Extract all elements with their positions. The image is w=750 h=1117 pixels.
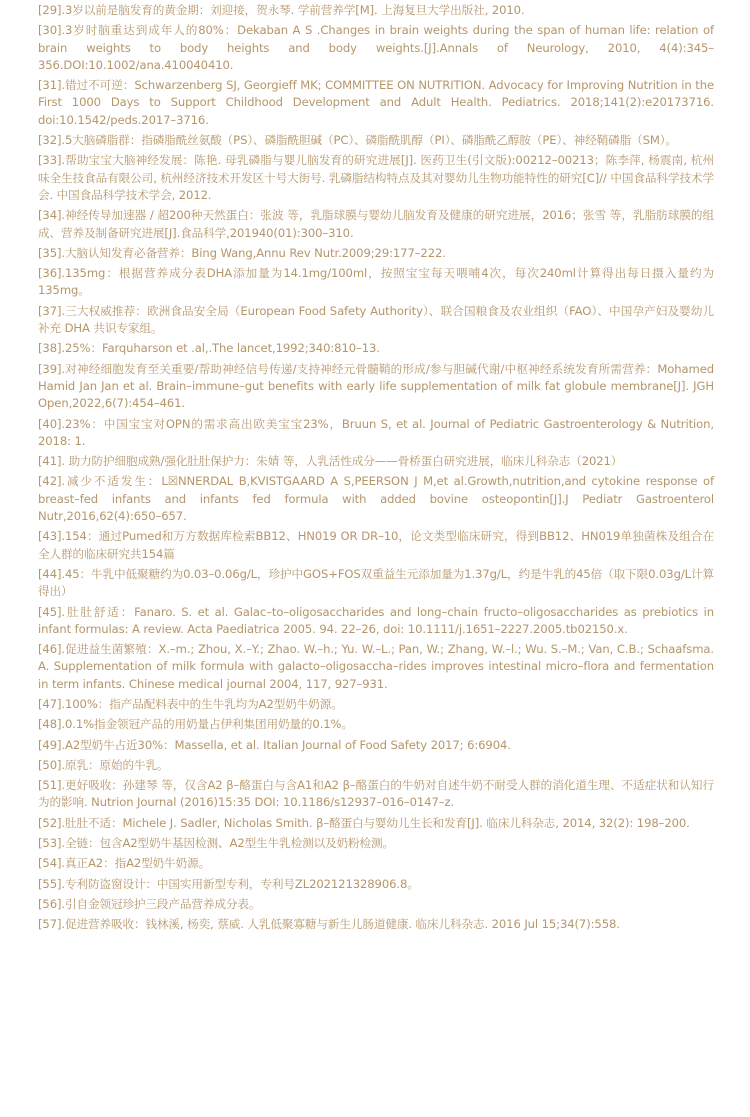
reference-item: [44].45：牛乳中低聚糖约为0.03–0.06g/L，珍护中GOS+FOS双重益生元添加量为1.37g/L，约是牛乳的45倍（取下限0.03g/L计算得出） xyxy=(38,566,714,599)
reference-item: [39].对神经细胞发育至关重要/帮助神经信号传递/支持神经元骨髓鞘的形成/参与胆碱代谢/中枢神经系统发育所需营养：Mohamed Hamid Jan Jan et al. Brain–immune–gut benefits with early life supplementation of milk fat globule membrane[J]. JGH Open,2022,6(7):454–461. xyxy=(38,361,714,411)
reference-item: [53].全链：包含A2型奶牛基因检测、A2型生牛乳检测以及奶粉检测。 xyxy=(38,836,395,851)
reference-item: [45].肚肚舒适：Fanaro. S. et al. Galac–to–oligosaccharides and long–chain fructo–oligosaccharides as prebiotics in infant formulas: A review. Acta Paediatrica 2005. 94. 22–26, doi: 10.1111/j.1651–2227.2005.tb02150.x. xyxy=(38,604,714,636)
reference-item: [41]. 助力防护细胞成熟/强化肚肚保护力：朱婧 等，人乳活性成分——骨桥蛋白研究进展，临床儿科杂志（2021） xyxy=(38,454,623,469)
reference-item: [38].25%：Farquharson et .al,.The lancet,1992;340:810–13. xyxy=(38,341,380,356)
reference-item: [30].3岁时脑重达到成年人的80%：Dekaban A S .Changes in brain weights during the span of human life: relation of brain weights to body heights and body weights.[J].Annals of Neurology, 2010, 4(4):345–356.DOI:10.1002/ana.410040410. xyxy=(38,23,714,72)
reference-item: [46].促进益生菌繁殖：X.–m.; Zhou, X.–Y.; Zhao. W.–h.; Yu. W.–L.; Pan, W.; Zhang, W.–l.; Wu. S.–M.; Van, C.B.; Schaafsma. A. Supplementation of milk formula with galacto–oligosaccha–rides improves intestinal micro–flora and fermentation in term infants. Chinese medical journal 2004, 117, 927–931. xyxy=(38,642,714,691)
reference-item: [57].促进营养吸收：钱林溪, 杨奕, 蔡威. 人乳低聚寡糖与新生儿肠道健康. 临床儿科杂志. 2016 Jul 15;34(7):558. xyxy=(38,917,620,932)
reference-item: [32].5大脑磷脂群：指磷脂酰丝氨酸（PS）、磷脂酰胆碱（PC）、磷脂酰肌醇（PI）、磷脂酰乙醇胺（PE）、神经鞘磷脂（SM）。 xyxy=(38,133,677,148)
reference-item: [52].肚肚不适：Michele J. Sadler, Nicholas Smith. β–酪蛋白与婴幼儿生长和发育[J]. 临床儿科杂志, 2014, 32(2): 198–200. xyxy=(38,815,690,830)
reference-item: [35].大脑认知发育必备营养：Bing Wang,Annu Rev Nutr.2009;29:177–222. xyxy=(38,245,446,260)
reference-item: [43].154：通过Pumed和万方数据库检索BB12、HN019 OR DR–10，论文类型临床研究，得到BB12、HN019单独菌株及组合在全人群的临床研究共154篇 xyxy=(38,529,714,561)
reference-item: [55].专利防盗窗设计：中国实用新型专利，专利号ZL202121328906.8。 xyxy=(38,876,419,891)
reference-item: [54].真正A2：指A2型奶牛奶源。 xyxy=(38,856,211,871)
reference-item: [56].引自金领冠珍护三段产品营养成分表。 xyxy=(38,896,261,911)
reference-item: [34].神经传导加速器 / 超200种天然蛋白：张波 等，乳脂球膜与婴幼儿脑发育及健康的研究进展，2016；张雪 等，乳脂肪球膜的组成、营养及制备研究进展[J].食品科学,201940(01):300–310. xyxy=(38,208,714,240)
reference-item: [49].A2型奶牛占近30%：Massella, et al. Italian Journal of Food Safety 2017; 6:6904. xyxy=(38,737,511,752)
reference-list xyxy=(38,2,714,934)
reference-item: [31].错过不可逆：Schwarzenberg SJ, Georgieff MK; COMMITTEE ON NUTRITION. Advocacy for Improving Nutrition in the First 1000 Days to Support Childhood Development and Adult Health. Pediatrics. 2018;141(2):e20173716. doi:10.1542/peds.2017–3716. xyxy=(38,78,714,127)
reference-item: [50].原乳：原始的牛乳。 xyxy=(38,757,169,772)
reference-item: [42].减少不适发生：L☒NNERDAL B,KVISTGAARD A S,PEERSON J M,et al.Growth,nutrition,and cytokine response of breast–fed infants and infants fed formula with added bovine osteopontin[J].J Pediatr Gastroenterol Nutr,2016,62(4):650–657. xyxy=(38,474,714,524)
reference-item: [47].100%：指产品配料表中的生牛乳均为A2型奶牛奶源。 xyxy=(38,696,343,711)
reference-item: [29].3岁以前是脑发育的黄金期：刘迎接，贺永琴. 学前营养学[M]. 上海复旦大学出版社, 2010. xyxy=(38,3,525,17)
reference-item: [36].135mg：根据营养成分表DHA添加量为14.1mg/100ml，按照宝宝每天喂哺4次，每次240ml计算得出每日摄入量约为135mg。 xyxy=(38,266,714,298)
reference-item: [37].三大权威推荐：欧洲食品安全局（European Food Safety Authority）、联合国粮食及农业组织（FAO）、中国孕产妇及婴幼儿补充 DHA 共识专家组。 xyxy=(38,303,714,336)
reference-item: [33].帮助宝宝大脑神经发展：陈艳. 母乳磷脂与婴儿脑发育的研究进展[J]. 医药卫生(引文版):00212–00213；陈李萍, 杨震南, 杭州味全生技食品有限公司, 杭州经济技术开发区十号大街号. 乳磷脂结构特点及其对婴幼儿生物功能特性的研究[C]// 中国食品科学技术学会. 中国食品科学技术学会, 2012. xyxy=(38,153,714,202)
reference-item: [48].0.1%指金领冠产品的用奶量占伊利集团用奶量的0.1%。 xyxy=(38,717,353,732)
reference-item: [40].23%：中国宝宝对OPN的需求高出欧美宝宝23%，Bruun S, et al. Journal of Pediatric Gastroenterology & Nutrition, 2018: 1. xyxy=(38,416,714,448)
reference-item: [51].更好吸收：孙建琴 等，仅含A2 β–酪蛋白与含A1和A2 β–酪蛋白的牛奶对自述牛奶不耐受人群的消化道生理、不适症状和认知行为的影响. Nutrion Journal (2016)15:35 DOI: 10.1186/s12937–016–0147–z. xyxy=(38,778,714,810)
